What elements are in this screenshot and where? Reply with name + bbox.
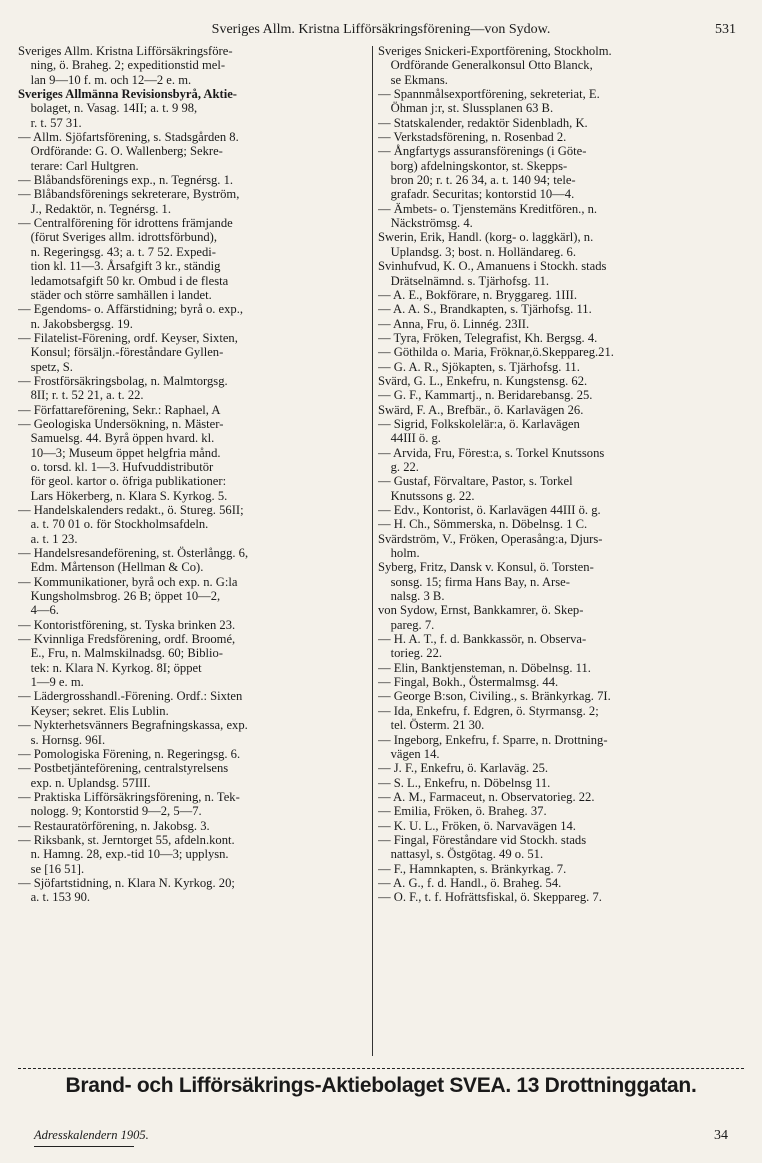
entry-line: — Restauratörförening, n. Jakobsg. 3.: [18, 818, 210, 833]
entry-line: — F., Hamnkapten, s. Bränkyrkag. 7.: [378, 861, 567, 876]
entry-line: sonsg. 15; firma Hans Bay, n. Arse-: [378, 574, 570, 589]
entry-line: Ordförande: G. O. Wallenberg; Sekre-: [18, 144, 223, 159]
entry-line: n. Hamng. 28, exp.-tid 10—3; upplysn.: [18, 847, 229, 862]
advertisement: Brand- och Lifförsäkrings-Aktiebolaget SVEA. 13 Drottninggatan.: [65, 1074, 697, 1097]
entry-line: — Riksbank, st. Jerntorget 55, afdeln.kont.: [18, 832, 235, 847]
entry-line: — G. A. R., Sjökapten, s. Tjärhofsg. 11.: [378, 359, 580, 374]
entry-line: Keyser; sekret. Elis Lublin.: [18, 703, 169, 718]
entry-line: bron 20; r. t. 26 34, a. t. 140 94; tele-: [378, 173, 576, 188]
entry-line: Näckströmsg. 4.: [378, 216, 473, 231]
entry-line: Swärd, F. A., Brefbär., ö. Karlavägen 26.: [378, 402, 584, 417]
entry-line: — Blåbandsförenings sekreterare, Byström,: [18, 187, 240, 202]
entry-line: — A. G., f. d. Handl., ö. Braheg. 54.: [378, 875, 562, 890]
entry-line: 44III ö. g.: [378, 431, 441, 446]
entry-line: — Lädergrosshandl.-Förening. Ordf.: Sixten: [18, 689, 243, 704]
bottom-rule: [18, 1068, 744, 1069]
entry-line: — Fingal, Bokh., Östermalmsg. 44.: [378, 675, 559, 690]
page-number: 531: [715, 22, 736, 37]
entry-line: — Handelsresandeförening, st. Österlångg. 6,: [18, 546, 249, 561]
entry-line: — Arvida, Fru, Förest:a, s. Torkel Knutssons: [378, 445, 605, 460]
entry-line: holm.: [378, 546, 420, 561]
entry-line: Kungsholmsbrog. 26 B; öppet 10—2,: [18, 589, 221, 604]
entry-line: 4—6.: [18, 603, 59, 618]
entry-line: — Kvinnliga Fredsförening, ordf. Broomé,: [18, 632, 236, 647]
entry-line: pareg. 7.: [378, 617, 435, 632]
entry-line: Uplandsg. 3; bost. n. Holländareg. 6.: [378, 244, 576, 259]
entry-line: — Postbetjänteförening, centralstyrelsens: [18, 761, 229, 776]
entry-line: nologg. 9; Kontorstid 9—2, 5—7.: [18, 804, 202, 819]
entry-line: g. 22.: [378, 459, 419, 474]
entry-line: grafadr. Securitas; kontorstid 10—4.: [378, 187, 575, 202]
entry-line: torieg. 22.: [378, 646, 443, 661]
entry-line: Svärd, G. L., Enkefru, n. Kungstensg. 62.: [378, 373, 588, 388]
entry-line: se [16 51].: [18, 861, 85, 876]
entry-line: spetz, S.: [18, 359, 73, 374]
entry-line: — A. E., Bokförare, n. Bryggareg. 1III.: [378, 287, 577, 302]
entry-line: — Filatelist-Förening, ordf. Keyser, Sixten,: [18, 330, 238, 345]
entry-line: — Ångfartygs assuransförenings (i Göte-: [378, 144, 587, 159]
entry-line: — H. A. T., f. d. Bankkassör, n. Observa-: [378, 632, 587, 647]
entry-line: — Ingeborg, Enkefru, f. Sparre, n. Drottning-: [378, 732, 608, 747]
entry-line: — Ida, Enkefru, f. Edgren, ö. Styrmansg. 2;: [378, 703, 599, 718]
entry-line: — Kontoristförening, st. Tyska brinken 23.: [18, 617, 236, 632]
entry-line: — Ämbets- o. Tjenstemäns Kreditfören., n.: [378, 201, 598, 216]
entry-line: för geol. kartor o. öfriga publikationer:: [18, 474, 227, 489]
entry-line: tel. Österm. 21 30.: [378, 718, 485, 733]
entry-line: Drätselnämnd. s. Tjärhofsg. 11.: [378, 273, 550, 288]
entry-line: 8II; r. t. 52 21, a. t. 22.: [18, 388, 144, 403]
entry-line: — A. A. S., Brandkapten, s. Tjärhofsg. 11.: [378, 302, 592, 317]
entry-line: — Emilia, Fröken, ö. Braheg. 37.: [378, 804, 547, 819]
entry-line: städer och större samhällen i landet.: [18, 287, 212, 302]
entry-line: (förut Sveriges allm. idrottsförbund),: [18, 230, 218, 245]
entry-line: — G. F., Kammartj., n. Beridarebansg. 25.: [378, 388, 593, 403]
entry-line: 1—9 e. m.: [18, 675, 84, 690]
entry-line: lan 9—10 f. m. och 12—2 e. m.: [18, 72, 192, 87]
entry-line: — Göthilda o. Maria, Fröknar,ö.Skeppareg.21.: [378, 345, 614, 360]
entry-line: Lars Hökerberg, n. Klara S. Kyrkog. 5.: [18, 488, 228, 503]
entry-line: Samuelsg. 44. Byrå öppen hvard. kl.: [18, 431, 215, 446]
entry-line: Svärdström, V., Fröken, Operasång:a, Djurs-: [378, 531, 603, 546]
entry-line: ning, ö. Braheg. 2; expeditionstid mel-: [18, 58, 226, 73]
entry-line: o. torsd. kl. 1—3. Hufvuddistributör: [18, 459, 214, 474]
entry-line: Sveriges Allm. Kristna Lifförsäkringsföre-: [18, 44, 233, 58]
entry-line: — Praktiska Lifförsäkringsförening, n. Tek-: [18, 789, 240, 804]
entry-line: — Anna, Fru, ö. Linnég. 23II.: [378, 316, 530, 331]
entry-line: — Statskalender, redaktör Sidenbladh, K.: [378, 115, 588, 130]
entry-line: a. t. 153 90.: [18, 890, 91, 905]
entry-line: von Sydow, Ernst, Bankkamrer, ö. Skep-: [378, 603, 584, 618]
right-column: [378, 44, 744, 905]
entry-line: E., Fru, n. Malmskilnadsg. 60; Biblio-: [18, 646, 223, 661]
entry-line: Svinhufvud, K. O., Amanuens i Stockh. stads: [378, 259, 607, 274]
running-title: Sveriges Allm. Kristna Lifförsäkringsförening—von Sydow.: [211, 22, 551, 37]
entry-line: Sveriges Allmänna Revisionsbyrå, Aktie-: [18, 87, 238, 102]
entry-line: Knutssons g. 22.: [378, 488, 475, 503]
entry-line: nattasyl, s. Östgötag. 49 o. 51.: [378, 847, 544, 862]
entry-line: Sveriges Snickeri-Exportförening, Stockholm.: [378, 44, 612, 58]
sheet-number: 34: [714, 1128, 728, 1143]
entry-line: — S. L., Enkefru, n. Döbelnsg 11.: [378, 775, 551, 790]
entry-line: s. Hornsg. 96I.: [18, 732, 106, 747]
entry-line: — Geologiska Undersökning, n. Mäster-: [18, 416, 224, 431]
entry-line: — Kommunikationer, byrå och exp. n. G:la: [18, 574, 238, 589]
footer-rule: [34, 1146, 134, 1147]
entry-line: exp. n. Uplandsg. 57III.: [18, 775, 151, 790]
entry-line: — Verkstadsförening, n. Rosenbad 2.: [378, 130, 567, 145]
entry-line: — Nykterhetsvänners Begrafningskassa, exp.: [18, 718, 248, 733]
entry-line: vägen 14.: [378, 746, 440, 761]
entry-line: — O. F., t. f. Hofrättsfiskal, ö. Skeppareg. 7.: [378, 890, 602, 905]
entry-line: — Edv., Kontorist, ö. Karlavägen 44III ö. g.: [378, 503, 601, 517]
left-column: [18, 44, 370, 905]
entry-line: Swerin, Erik, Handl. (korg- o. laggkärl), n.: [378, 230, 594, 245]
entry-line: — Blåbandsförenings exp., n. Tegnérsg. 1.: [18, 173, 234, 188]
footer-source: Adresskalendern 1905.: [34, 1128, 149, 1142]
entry-line: se Ekmans.: [378, 72, 448, 87]
entry-line: tek: n. Klara N. Kyrkog. 8I; öppet: [18, 660, 202, 675]
entry-line: — Frostförsäkringsbolag, n. Malmtorgsg.: [18, 373, 228, 388]
entry-line: — Pomologiska Förening, n. Regeringsg. 6.: [18, 746, 241, 761]
entry-line: a. t. 1 23.: [18, 531, 78, 546]
entry-line: Ordförande Generalkonsul Otto Blanck,: [378, 58, 593, 73]
entry-line: borg) afdelningskontor, st. Skepps-: [378, 158, 568, 173]
entry-line: — J. F., Enkefru, ö. Karlaväg. 25.: [378, 761, 549, 776]
entry-line: — George B:son, Civiling., s. Bränkyrkag. 7I.: [378, 689, 611, 704]
entry-line: a. t. 70 01 o. för Stockholmsafdeln.: [18, 517, 209, 532]
entry-line: n. Jakobsbergsg. 19.: [18, 316, 133, 331]
entry-line: — Författareförening, Sekr.: Raphael, A: [18, 402, 221, 417]
entry-line: — A. M., Farmaceut, n. Observatorieg. 22.: [378, 789, 595, 804]
entry-line: — Sjöfartstidning, n. Klara N. Kyrkog. 20;: [18, 875, 235, 890]
entry-line: Öhman j:r, st. Slussplanen 63 B.: [378, 101, 554, 116]
entry-line: J., Redaktör, n. Tegnérsg. 1.: [18, 201, 171, 216]
entry-line: nalsg. 3 B.: [378, 589, 445, 604]
entry-line: r. t. 57 31.: [18, 115, 82, 130]
column-divider: [372, 46, 373, 1056]
entry-line: — Fingal, Föreståndare vid Stockh. stads: [378, 832, 587, 847]
entry-line: — H. Ch., Sömmerska, n. Döbelnsg. 1 C.: [378, 517, 588, 532]
entry-line: — Centralförening för idrottens främjande: [18, 216, 233, 231]
entry-line: — Elin, Banktjensteman, n. Döbelnsg. 11.: [378, 660, 591, 675]
entry-line: ledamotsafgift 50 kr. Ombud i de flesta: [18, 273, 229, 288]
entry-line: — K. U. L., Fröken, ö. Narvavägen 14.: [378, 818, 576, 833]
entry-line: — Spannmålsexportförening, sekreteriat, E.: [378, 87, 600, 102]
entry-line: Edm. Mårtenson (Hellman & Co).: [18, 560, 204, 575]
entry-line: tion kl. 11—3. Årsafgift 3 kr., ständig: [18, 259, 221, 274]
entry-line: 10—3; Museum öppet helgfria månd.: [18, 445, 221, 460]
entry-line: bolaget, n. Vasag. 14II; a. t. 9 98,: [18, 101, 198, 116]
entry-line: — Egendoms- o. Affärstidning; byrå o. exp.,: [18, 302, 244, 317]
entry-line: — Tyra, Fröken, Telegrafist, Kh. Bergsg. 4.: [378, 330, 598, 345]
entry-line: — Sigrid, Folkskolelär:a, ö. Karlavägen: [378, 416, 580, 431]
entry-line: Konsul; försäljn.-föreståndare Gyllen-: [18, 345, 224, 360]
entry-line: — Gustaf, Förvaltare, Pastor, s. Torkel: [378, 474, 573, 489]
entry-line: — Allm. Sjöfartsförening, s. Stadsgården 8.: [18, 130, 239, 145]
entry-line: — Handelskalenders redakt., ö. Stureg. 56II;: [18, 503, 244, 517]
entry-line: terare: Carl Hultgren.: [18, 158, 139, 173]
entry-line: n. Regeringsg. 43; a. t. 7 52. Expedi-: [18, 244, 216, 259]
entry-line: Syberg, Fritz, Dansk v. Konsul, ö. Torsten-: [378, 560, 594, 575]
